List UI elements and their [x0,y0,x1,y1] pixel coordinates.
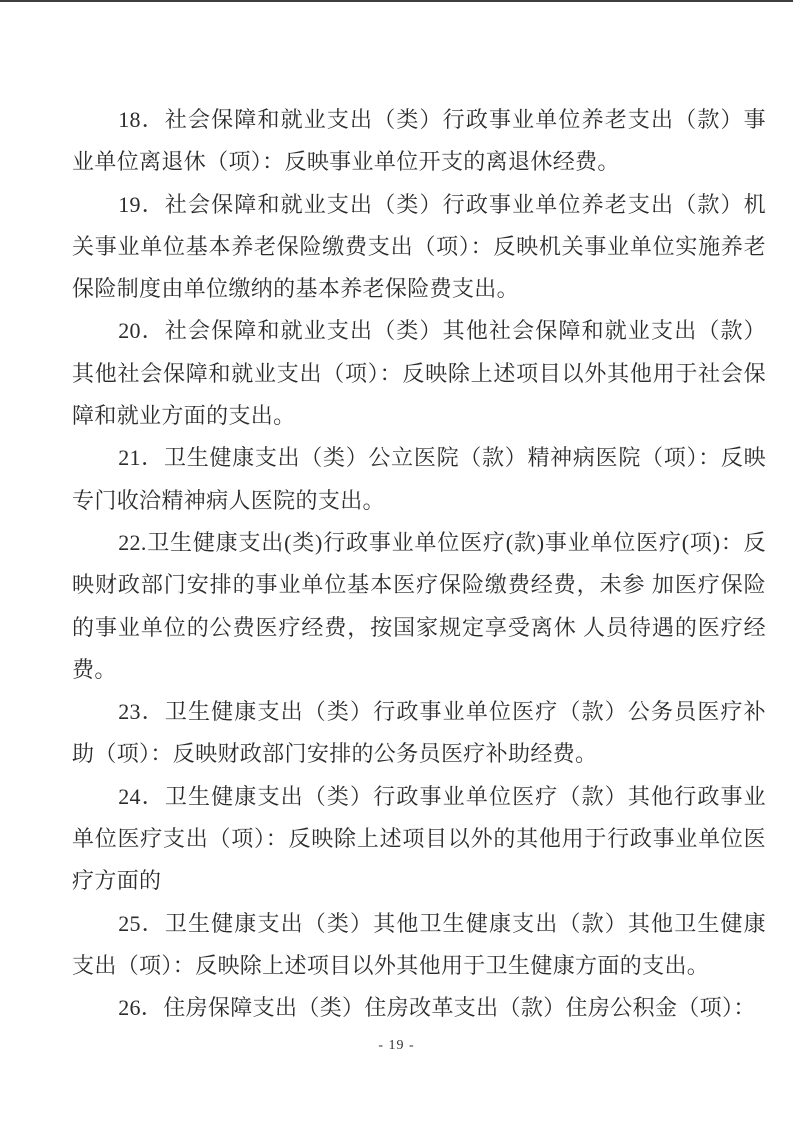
page-number: - 19 - [378,1038,415,1053]
document-body [72,99,766,1030]
paragraph-item-23: 23．卫生健康支出（类）行政事业单位医疗（款）公务员医疗补助（项）：反映财政部门安排的公务员医疗补助经费。 [72,699,766,767]
paragraph-item-18: 18．社会保障和就业支出（类）行政事业单位养老支出（款）事业单位离退休（项）：反映事业单位开支的离退休经费。 [72,107,766,175]
paragraph-item-22: 22.卫生健康支出(类)行政事业单位医疗(款)事业单位医疗(项)：反映财政部门安排的事业单位基本医疗保险缴费经费，未参 加医疗保险的事业单位的公费医疗经费，按国家规定享受离休 人员待遇的医疗经费。 [72,529,766,682]
paragraph-item-19: 19．社会保障和就业支出（类）行政事业单位养老支出（款）机关事业单位基本养老保险缴费支出（项）：反映机关事业单位实施养老保险制度由单位缴纳的基本养老保险费支出。 [72,191,766,302]
paragraph-item-24: 24．卫生健康支出（类）行政事业单位医疗（款）其他行政事业单位医疗支出（项）：反映除上述项目以外的其他用于行政事业单位医疗方面的 [72,783,766,894]
paragraph-item-25: 25．卫生健康支出（类）其他卫生健康支出（款）其他卫生健康支出（项）：反映除上述项目以外其他用于卫生健康方面的支出。 [72,910,766,978]
page-top-edge-line [0,0,793,2]
paragraph-item-21: 21．卫生健康支出（类）公立医院（款）精神病医院（项）：反映专门收洽精神病人医院的支出。 [72,445,766,513]
paragraph-item-26: 26．住房保障支出（类）住房改革支出（款）住房公积金（项）： [118,995,756,1021]
page-footer [0,1036,793,1054]
paragraph-item-20: 20．社会保障和就业支出（类）其他社会保障和就业支出（款）其他社会保障和就业支出（项）：反映除上述项目以外其他用于社会保障和就业方面的支出。 [72,318,766,429]
